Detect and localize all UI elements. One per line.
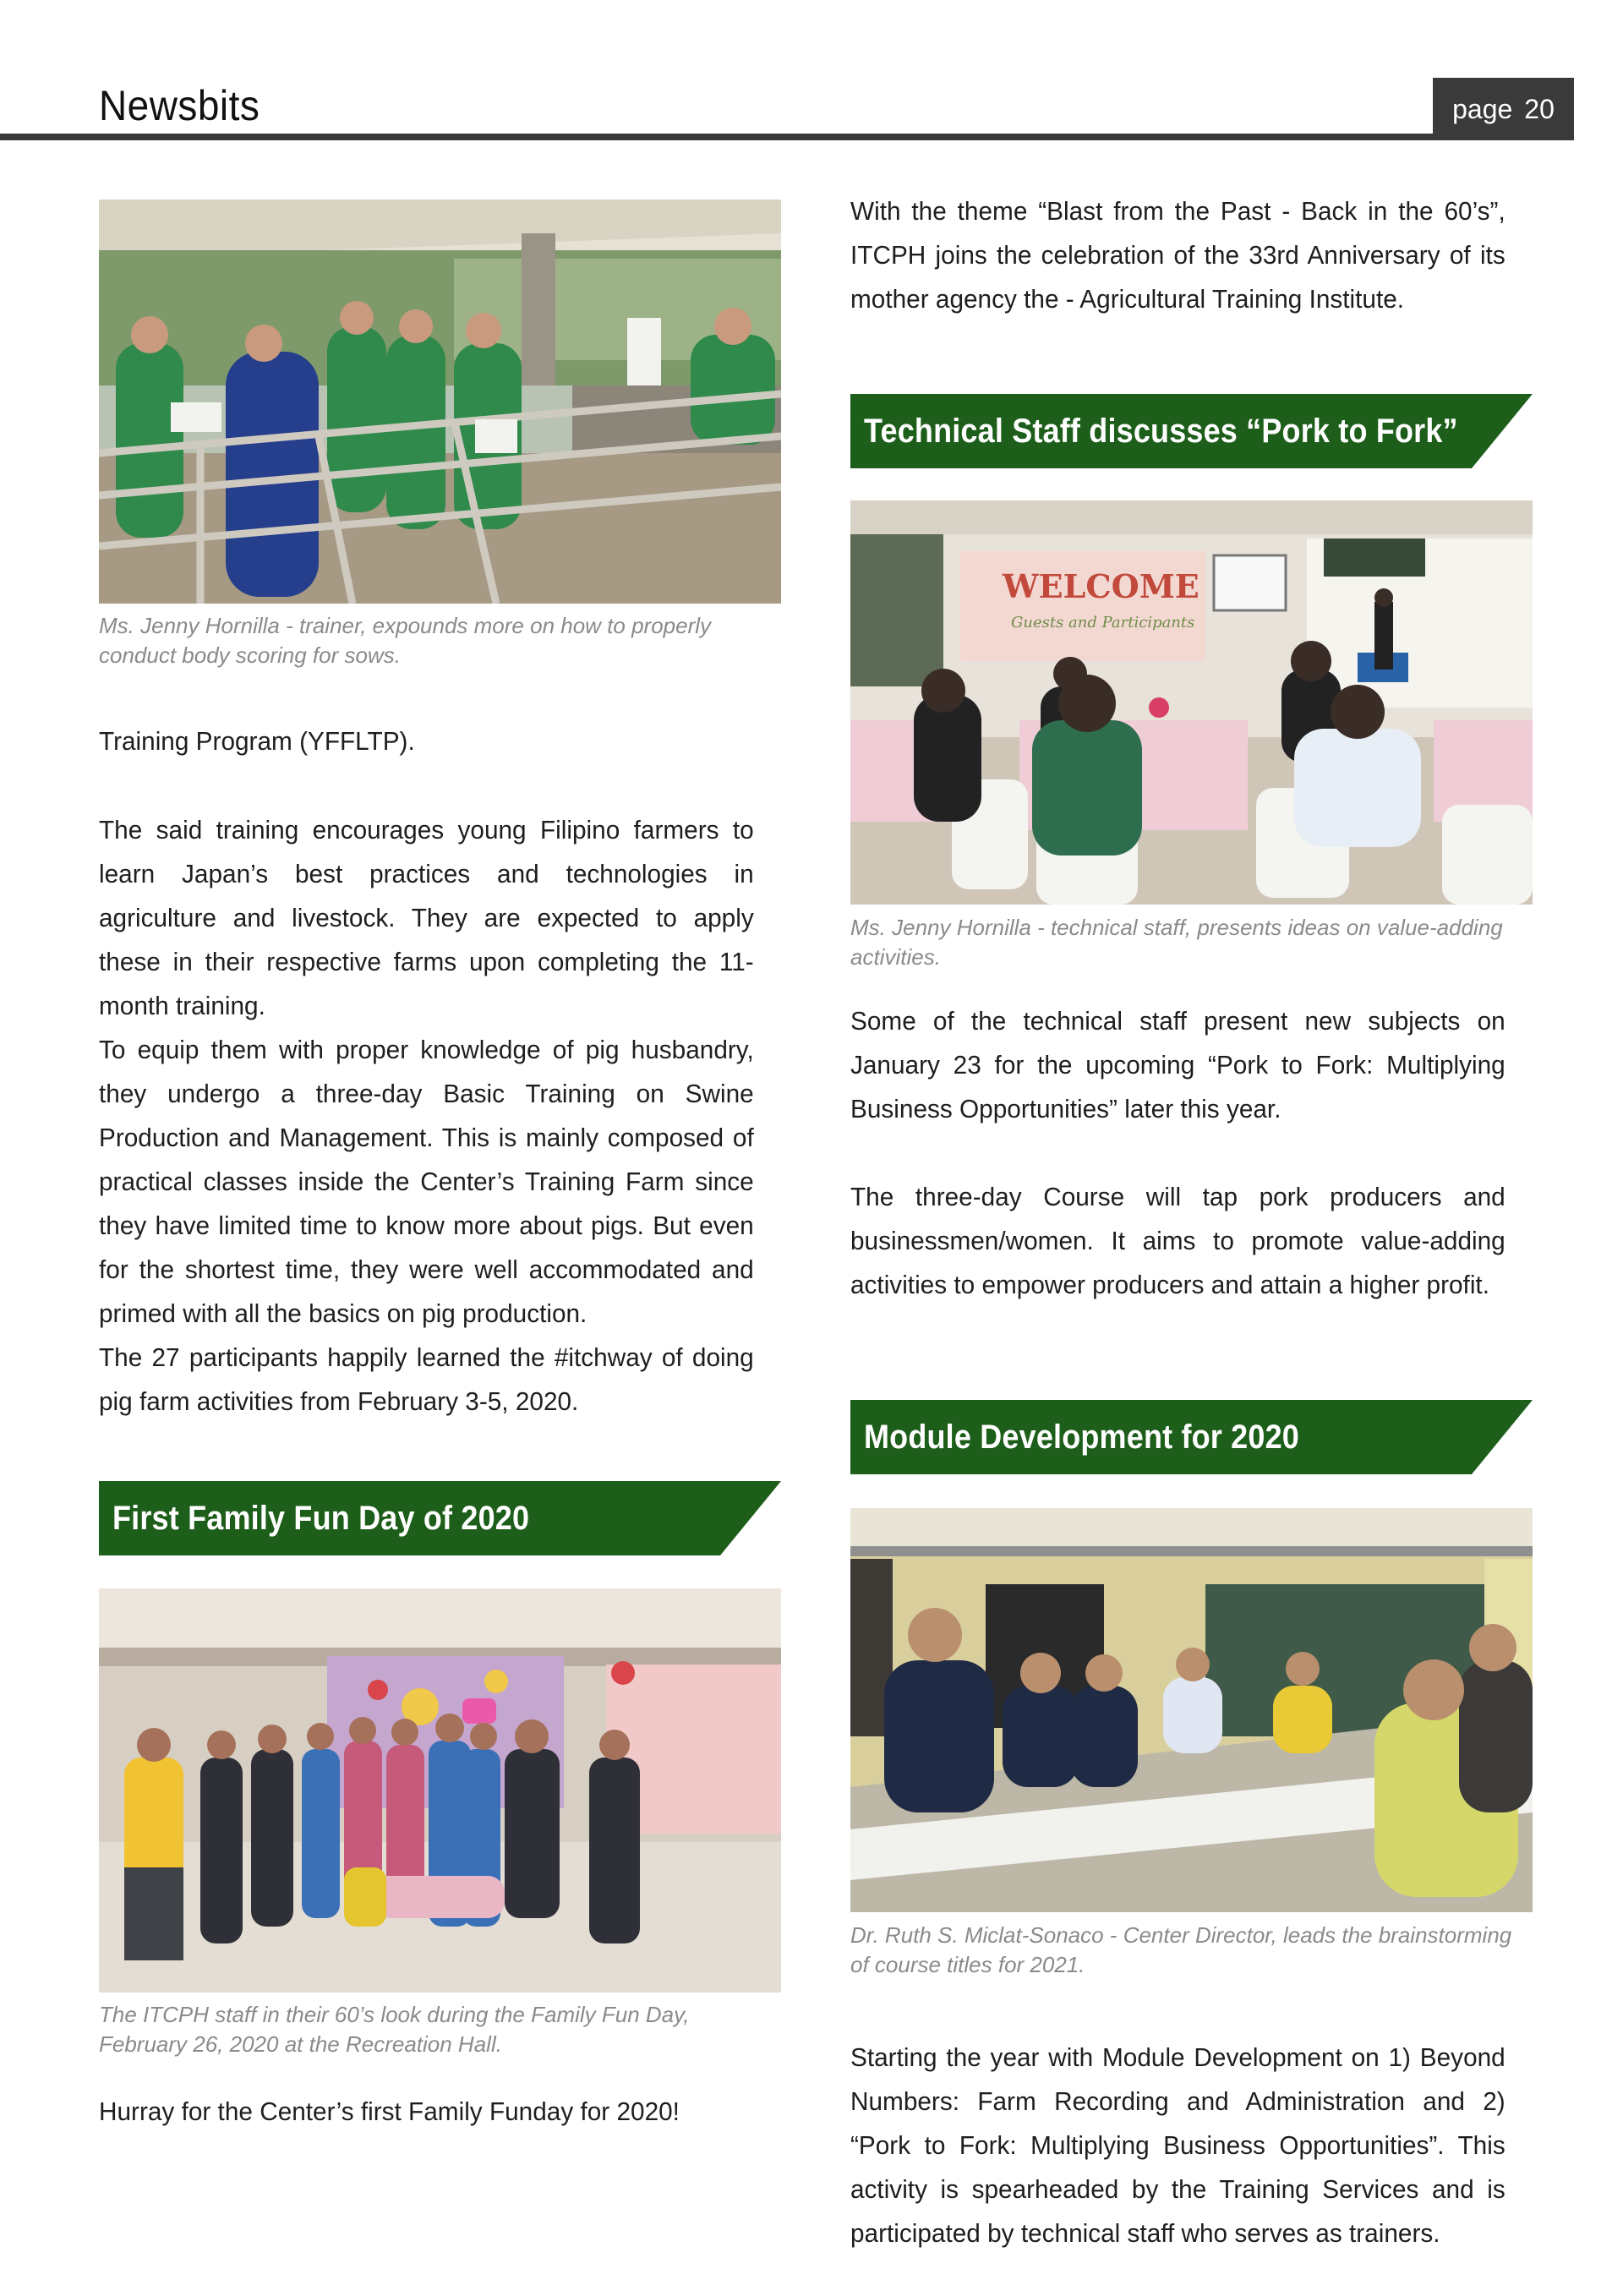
section-banner	[850, 1400, 1533, 1474]
welcome-sign-subtext: Guests and Participants	[1011, 614, 1195, 631]
photo-caption: Dr. Ruth S. Miclat-Sonaco - Center Director, leads the brainstorming of course titles for 2021.	[850, 1922, 1512, 1977]
body-paragraph: Hurray for the Center’s first Family Funday for 2020!	[99, 2096, 680, 2126]
section-heading: Module Development for 2020	[864, 1418, 1299, 1456]
header-rule	[0, 134, 1574, 140]
page-label: page	[1452, 93, 1513, 124]
newsletter-title: Newsbits	[99, 82, 260, 129]
section-banner	[99, 1481, 781, 1555]
photo-module-development	[850, 1508, 1533, 1912]
body-paragraph: With the theme “Blast from the Past - Back in the 60’s”, ITCPH joins the celebration of the 33rd Anniversary of its mother agency the - Agricultural Training Institute.	[850, 196, 1506, 314]
page-number: 20	[1524, 93, 1555, 124]
page-header	[0, 0, 1623, 144]
page-number-box	[1433, 78, 1574, 140]
body-paragraph: Training Program (YFFLTP).	[99, 726, 415, 756]
photo-pork-to-fork-session	[850, 500, 1533, 905]
photo-caption: Ms. Jenny Hornilla - technical staff, presents ideas on value-adding activities.	[850, 915, 1503, 970]
welcome-sign-text: WELCOME	[1003, 567, 1199, 605]
photo-pig-farm-training	[99, 200, 781, 604]
photo-family-fun-day	[99, 1588, 781, 1993]
body-paragraph: Some of the technical staff present new subjects on January 23 for the upcoming “Pork to Fork: Multiplying Business Opportunities” later this year.	[850, 1006, 1506, 1123]
body-paragraph: Starting the year with Module Development on 1) Beyond Numbers: Farm Recording and Administration and 2) “Pork to Fork: Multiplying Business Opportunities”. This activity is spearheaded by the Training Services and is participated by technical staff who serves as trainers.	[850, 2042, 1506, 2248]
body-paragraph: The three-day Course will tap pork producers and businessmen/women. It aims to promote value-adding activities to empower producers and attain a higher profit.	[850, 1182, 1506, 1299]
section-banner	[850, 394, 1533, 468]
body-paragraph: The said training encourages young Filipino farmers to learn Japan’s best practices and technologies in agriculture and livestock. They are expected to apply these in their respective farms upon completing the 11-month training.	[99, 815, 754, 1020]
photo-caption: The ITCPH staff in their 60’s look during the Family Fun Day, February 26, 2020 at the Recreation Hall.	[99, 2002, 690, 2057]
body-paragraph: The 27 participants happily learned the #itchway of doing pig farm activities from February 3-5, 2020.	[99, 1342, 754, 1416]
section-heading: Technical Staff discusses “Pork to Fork”	[864, 412, 1458, 450]
body-paragraph: To equip them with proper knowledge of pig husbandry, they undergo a three-day Basic Training on Swine Production and Management. This is mainly composed of practical classes inside the Center’s Training Farm since they have limited time to know more about pigs. But even for the shortest time, they were well accommodated and primed with all the basics on pig production.	[99, 1035, 754, 1328]
photo-caption: Ms. Jenny Hornilla - trainer, expounds more on how to properly conduct body scoring for sows.	[99, 613, 712, 668]
section-heading: First Family Fun Day of 2020	[112, 1499, 530, 1537]
